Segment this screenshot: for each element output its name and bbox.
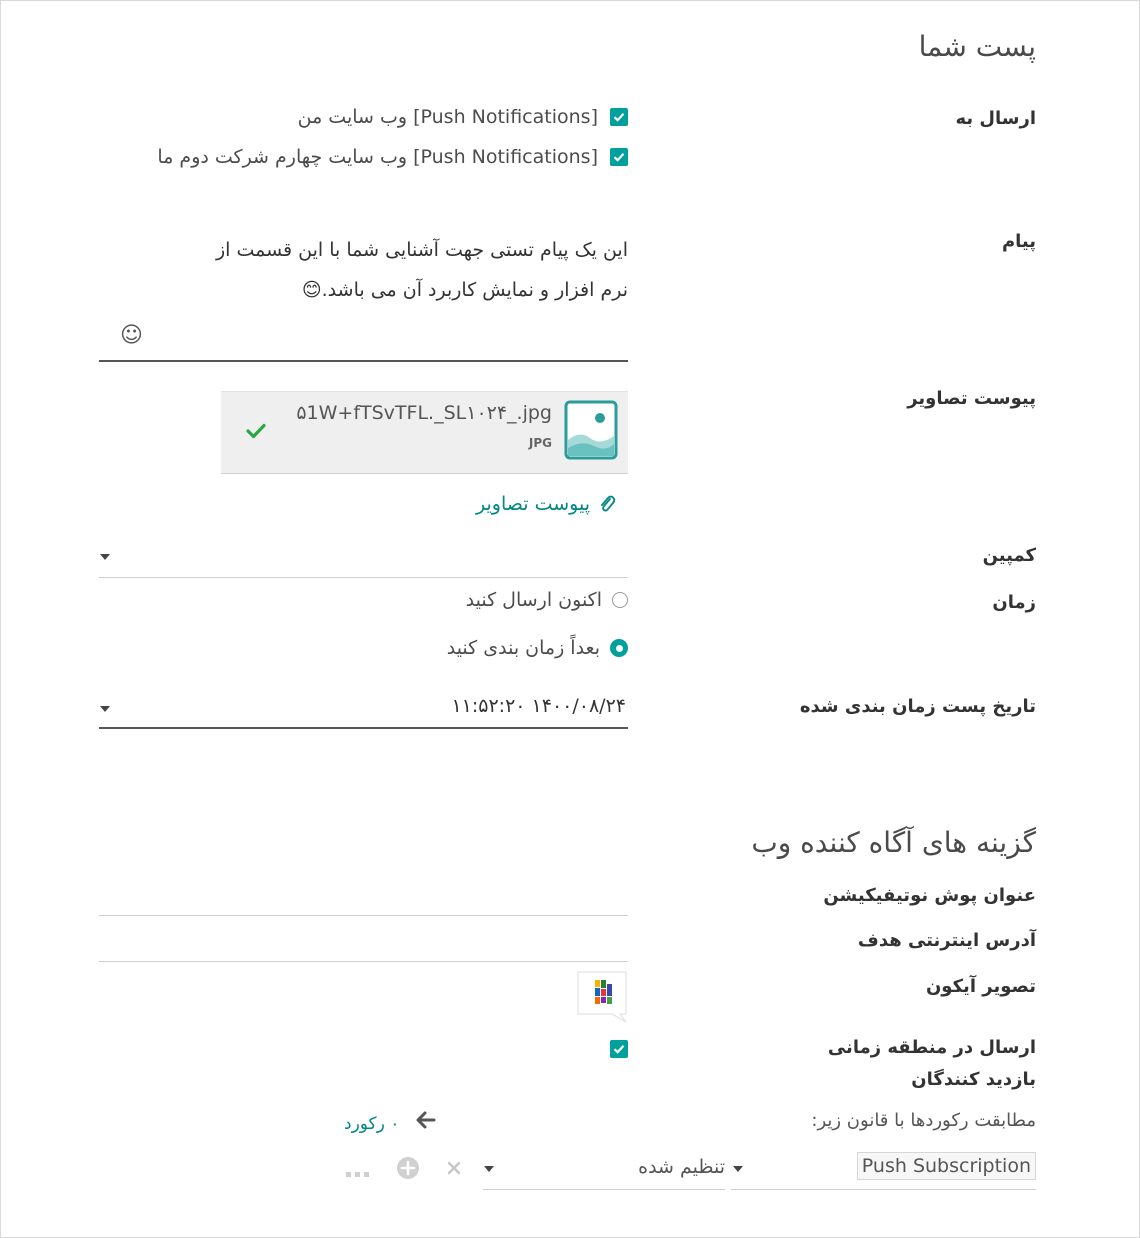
send-to-label: ارسال به xyxy=(955,108,1036,129)
target-url-input[interactable] xyxy=(99,926,628,960)
send-to-option-label: [Push Notifications] وب سایت چهارم شرکت دوم ما xyxy=(157,146,598,168)
message-line-2-text: نرم افزار و نمایش کاربرد آن می باشد. xyxy=(321,279,628,301)
message-line-2 xyxy=(88,270,628,310)
campaign-underline xyxy=(99,577,628,578)
message-label: پیام xyxy=(1001,231,1036,252)
record-count-link[interactable]: ۰ رکورد xyxy=(344,1114,400,1134)
send-to-option-2[interactable] xyxy=(157,146,628,168)
smiley-emoji: 😊 xyxy=(301,279,322,301)
push-title-underline xyxy=(99,915,628,916)
chevron-down-icon xyxy=(733,1166,743,1172)
push-title-label: عنوان پوش نوتیفیکیشن xyxy=(823,885,1036,906)
timezone-label-line-2: بازدید کنندگان xyxy=(911,1069,1036,1090)
radio-unselected[interactable] xyxy=(612,592,628,608)
message-underline xyxy=(99,360,628,362)
icon-image-field[interactable] xyxy=(576,970,628,1024)
scheduled-date-value: ۱۴۰۰/۰۸/۲۴ ۱۱:۵۲:۲۰ xyxy=(451,695,626,717)
radio-selected[interactable] xyxy=(610,639,628,657)
campaign-label: کمپین xyxy=(982,545,1036,566)
timing-option-now[interactable] xyxy=(466,589,628,611)
add-attachment-link[interactable] xyxy=(476,493,616,515)
domain-field-path[interactable]: Push Subscription xyxy=(857,1152,1036,1180)
domain-operator-select[interactable] xyxy=(483,1152,725,1186)
scheduled-date-label: تاریخ پست زمان بندی شده xyxy=(799,696,1036,717)
add-attachment-label: پیوست تصاویر xyxy=(476,493,590,515)
push-title-input[interactable] xyxy=(99,880,628,914)
attachment-file-name[interactable]: ۵1W+fTSvTFL._SL۱۰۲۴_.jpg xyxy=(296,402,552,424)
app-logo-icon xyxy=(576,970,628,1024)
checkbox-checked[interactable] xyxy=(610,148,628,166)
chevron-down-icon xyxy=(484,1166,494,1172)
chevron-down-icon xyxy=(100,554,110,560)
delete-rule-icon[interactable] xyxy=(446,1160,462,1180)
domain-operator-value: تنظیم شده xyxy=(638,1156,725,1178)
attachment-file-type: JPG xyxy=(528,436,552,450)
emoji-picker-icon[interactable]: ☺ xyxy=(120,323,143,348)
timing-option-now-label: اکنون ارسال کنید xyxy=(465,589,602,611)
chevron-down-icon xyxy=(100,706,110,712)
send-to-option-label: [Push Notifications] وب سایت من xyxy=(297,106,598,128)
checkbox-checked[interactable] xyxy=(610,108,628,126)
section-title-post: پست شما xyxy=(918,30,1036,63)
send-to-option-1[interactable] xyxy=(298,106,628,128)
attachment-card[interactable] xyxy=(221,391,628,474)
section-title-web-push: گزینه های آگاه کننده وب xyxy=(751,826,1036,859)
timing-option-later-label: بعداً زمان بندی کنید xyxy=(446,637,600,659)
image-file-icon xyxy=(564,400,618,460)
paperclip-icon xyxy=(598,494,616,514)
message-textarea[interactable] xyxy=(88,230,628,310)
campaign-select[interactable] xyxy=(99,540,628,576)
timezone-label-line-1: ارسال در منطقه زمانی xyxy=(827,1037,1036,1058)
arrow-left-icon[interactable] xyxy=(414,1110,436,1134)
domain-field-underline xyxy=(731,1189,1036,1190)
target-url-underline xyxy=(99,961,628,962)
domain-filter-description: مطابقت رکوردها با قانون زیر: xyxy=(811,1110,1036,1131)
target-url-label: آدرس اینترنتی هدف xyxy=(857,930,1036,951)
timezone-checkbox[interactable] xyxy=(610,1040,628,1058)
timing-option-later[interactable] xyxy=(447,637,628,659)
icon-image-label: تصویر آیکون xyxy=(925,976,1036,997)
scheduled-date-underline xyxy=(99,727,628,729)
more-options-icon[interactable] xyxy=(346,1164,370,1183)
timing-label: زمان xyxy=(992,592,1036,613)
upload-success-check-icon xyxy=(245,422,267,440)
attachments-label: پیوست تصاویر xyxy=(907,388,1036,409)
scheduled-date-input[interactable] xyxy=(99,692,628,726)
add-rule-icon[interactable] xyxy=(396,1156,420,1184)
domain-operator-underline xyxy=(483,1189,725,1190)
message-line-1: این یک پیام تستی جهت آشنایی شما با این قسمت از xyxy=(215,239,628,261)
